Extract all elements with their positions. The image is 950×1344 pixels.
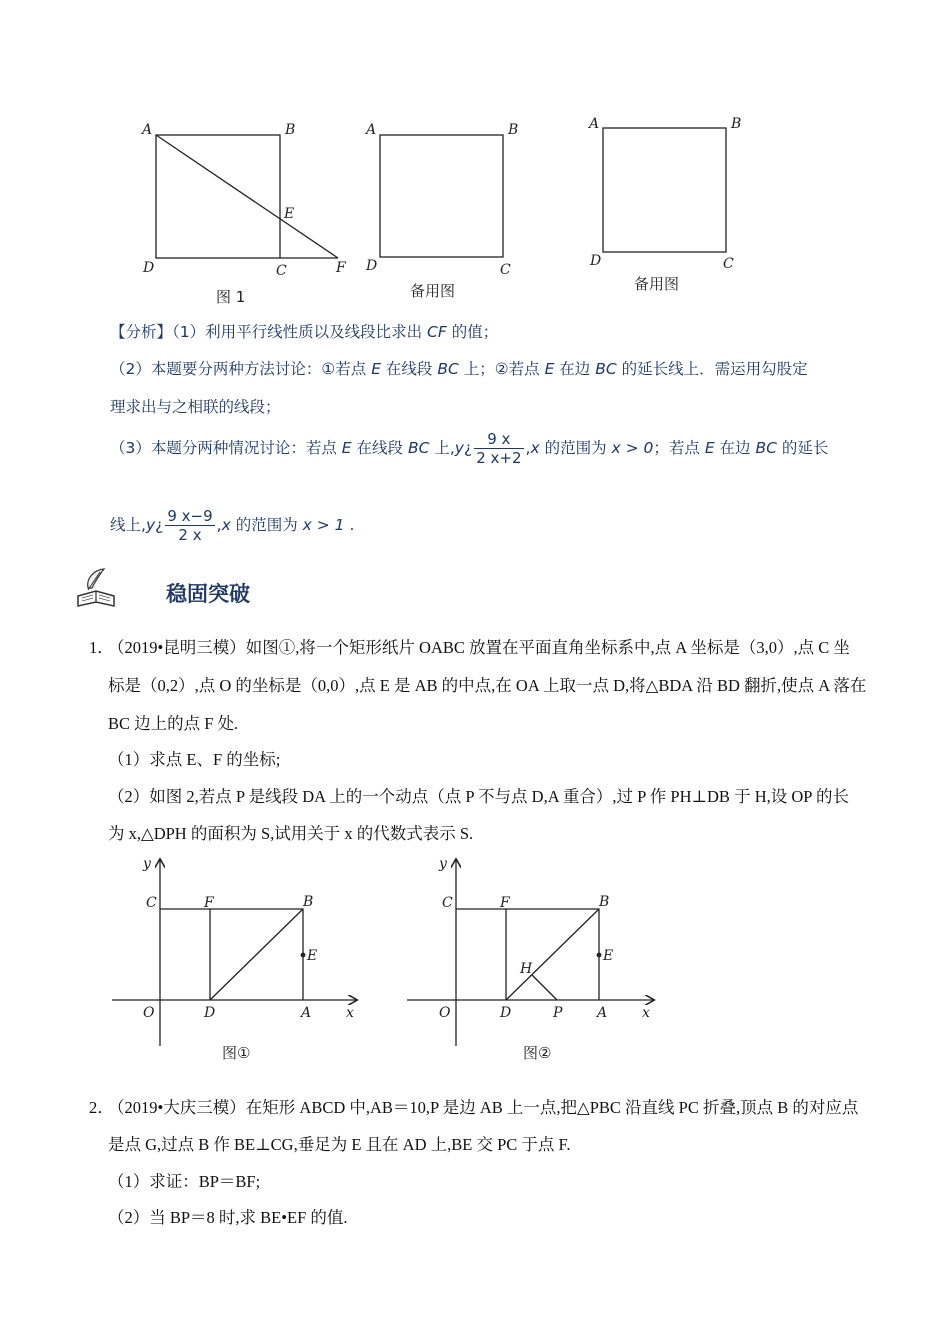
g2-label-y: y <box>439 856 447 872</box>
g1-label-o: O <box>143 1005 155 1021</box>
figure-3-square <box>603 128 726 252</box>
problem-1-number: 1． <box>89 638 114 657</box>
figure-1 <box>156 135 338 258</box>
problem-2-line-1: （2019•大庆三模）在矩形 ABCD 中,AB＝10,P 是边 AB 上一点,把△PBC 沿直线 PC 折叠,顶点 B 的对应点 <box>108 1098 859 1117</box>
g1-point-e <box>301 953 306 958</box>
g1-label-f: F <box>204 895 214 911</box>
g2-label-d: D <box>500 1005 512 1021</box>
fig1-label-b: B <box>285 122 296 138</box>
problem-2-line-2: 是点 G,过点 B 作 BE⊥CG,垂足为 E 且在 AD 上,BE 交 PC 于点 F. <box>108 1135 571 1154</box>
g2-label-h: H <box>520 961 533 977</box>
fraction-1: $\frac{9 x}{2 x+2}$ <box>476 430 522 467</box>
g1-label-e: E <box>307 948 318 964</box>
problem-2-number: 2． <box>89 1098 114 1117</box>
fig2-label-a: A <box>366 122 377 138</box>
fig2-caption: 备用图 <box>410 282 456 300</box>
g2-label-p: P <box>553 1005 563 1021</box>
g2-line-hp <box>532 975 557 1000</box>
fig3-caption: 备用图 <box>634 275 680 293</box>
g2-label-o: O <box>439 1005 451 1021</box>
g2-caption: 图② <box>523 1044 552 1062</box>
figure-1-line-af <box>156 135 338 258</box>
top-figures <box>0 110 950 310</box>
analysis-line-3: （3）本题分两种情况讨论：若点 E 在线段 BC 上,y¿ $\frac{9 x}{2 x+2}$ ,x 的范围为 x > 0；若点 E 在边 BC 的延长 <box>110 430 829 467</box>
g1-label-y: y <box>143 856 151 872</box>
problem-1-question-2b: 为 x,△DPH 的面积为 S,试用关于 x 的代数式表示 S. <box>108 824 474 843</box>
analysis-line-1: 【分析】（1）利用平行线性质以及线段比求出 CF 的值； <box>110 323 499 341</box>
analysis-line-2: （2）本题要分两种方法讨论：①若点 E 在线段 BC 上；②若点 E 在边 BC 的延长线上．需运用勾股定 <box>110 360 808 378</box>
fraction-2: $\frac{9 x-9}{2 x}$ <box>167 507 213 544</box>
g1-label-a: A <box>301 1005 312 1021</box>
g2-label-f: F <box>500 895 510 911</box>
problem-1-question-1: （1）求点 E、F 的坐标; <box>108 750 281 769</box>
g1-caption: 图① <box>222 1044 251 1062</box>
problem-1-line-2: 标是（0,2）,点 O 的坐标是（0,0）,点 E 是 AB 的中点,在 OA 上取一点 D,将△BDA 沿 BD 翻折,使点 A 落在 <box>108 676 867 695</box>
figure-2-square <box>380 135 503 257</box>
g2-label-a: A <box>597 1005 608 1021</box>
fig2-label-b: B <box>508 122 519 138</box>
section-title: 稳固突破 <box>166 582 250 606</box>
g1-label-d: D <box>204 1005 216 1021</box>
problem-1-figures <box>0 850 950 1070</box>
g2-label-x: x <box>642 1005 650 1021</box>
figure-1-square <box>156 135 280 258</box>
fig1-label-e: E <box>284 206 295 222</box>
g1-line-db <box>210 909 303 1000</box>
g2-label-b: B <box>599 894 610 910</box>
fig3-label-c: C <box>723 256 734 272</box>
fig1-label-d: D <box>143 260 155 276</box>
figure-2 <box>380 135 503 257</box>
fig3-label-d: D <box>590 253 602 269</box>
g2-label-c: C <box>442 895 453 911</box>
g1-label-b: B <box>303 894 314 910</box>
figure-3 <box>603 128 726 252</box>
problem-1-line-3: BC 边上的点 F 处. <box>108 714 239 733</box>
fig1-caption: 图 1 <box>216 288 246 306</box>
g2-line-db <box>506 909 599 1000</box>
g2-rectangle <box>456 909 599 1000</box>
fig2-label-d: D <box>366 258 378 274</box>
g2-point-e <box>597 953 602 958</box>
analysis-line-2b: 理求出与之相联的线段； <box>110 398 281 416</box>
fig3-label-b: B <box>731 116 742 132</box>
problem-1-line-1: （2019•昆明三模）如图①,将一个矩形纸片 OABC 放置在平面直角坐标系中,点 A 坐标是（3,0）,点 C 坐 <box>108 638 850 657</box>
problem-2-question-2: （2）当 BP＝8 时,求 BE•EF 的值. <box>108 1208 348 1227</box>
fig1-label-a: A <box>142 122 153 138</box>
problem-2-question-1: （1）求证：BP＝BF; <box>108 1172 261 1191</box>
g2-label-e: E <box>603 948 614 964</box>
analysis-line-4: 线上,y¿ $\frac{9 x-9}{2 x}$ ,x 的范围为 x > 1 . <box>110 507 355 544</box>
g1-label-c: C <box>146 895 157 911</box>
g1-label-x: x <box>346 1005 354 1021</box>
fig3-label-a: A <box>589 116 600 132</box>
book-quill-icon <box>74 566 120 612</box>
g1-rectangle <box>160 909 303 1000</box>
fig1-label-c: C <box>276 263 287 279</box>
fig2-label-c: C <box>500 262 511 278</box>
fig1-label-f: F <box>336 260 346 276</box>
problem-1-question-2: （2）如图 2,若点 P 是线段 DA 上的一个动点（点 P 不与点 D,A 重合）,过 P 作 PH⊥DB 于 H,设 OP 的长 <box>108 787 849 806</box>
